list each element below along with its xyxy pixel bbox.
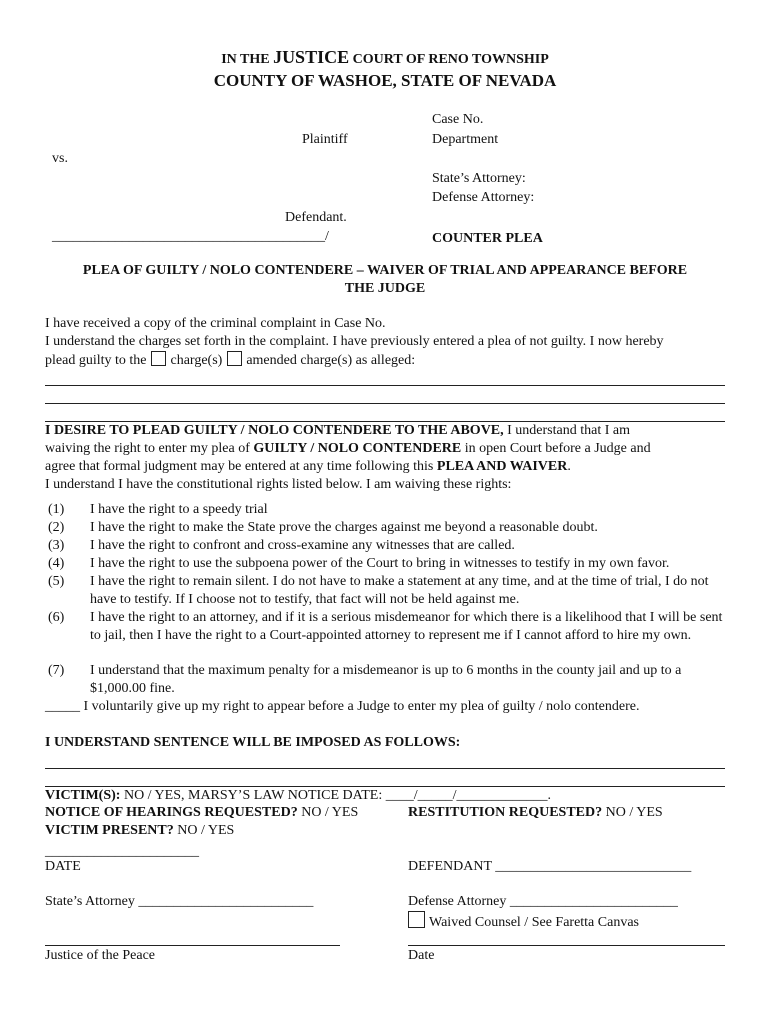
desire-line1 — [45, 422, 630, 440]
date-label: DATE — [45, 859, 81, 874]
vs-label: vs. — [52, 151, 68, 166]
restitution-line — [408, 804, 663, 822]
justice-signature-line[interactable] — [45, 945, 340, 946]
plaintiff-label: Plaintiff — [302, 132, 348, 147]
amended-charges-label: amended charge(s) as alleged: — [246, 353, 416, 368]
hearings-text: NO / YES — [297, 805, 359, 820]
hearings-line — [45, 804, 358, 822]
charges-line-2[interactable] — [45, 403, 725, 404]
charges-checkbox[interactable] — [151, 351, 166, 366]
victim-present-label: VICTIM PRESENT? — [45, 823, 174, 838]
waived-counsel-label: Waived Counsel / See Faretta Canvas — [429, 915, 639, 930]
restitution-label: RESTITUTION REQUESTED? — [408, 805, 603, 820]
intro-line2: I understand the charges set forth in the complaint. I have previously entered a plea of not guilty. I now hereby — [45, 334, 664, 349]
intro-line1: I have received a copy of the criminal complaint in Case No. — [45, 316, 386, 331]
right-1-number: (1) — [48, 502, 65, 517]
right-3-number: (3) — [48, 538, 65, 553]
court-header-line1 — [0, 48, 770, 69]
right-5-number: (5) — [48, 574, 65, 589]
victims-label: VICTIM(S): — [45, 788, 121, 803]
intro-plead-text: plead guilty to the — [45, 353, 147, 368]
header-text-c: COURT OF RENO TOWNSHIP — [349, 52, 549, 67]
defense-attorney-label: Defense Attorney: — [432, 190, 535, 205]
defense-attorney-signature[interactable]: Defense Attorney ________________________ — [408, 894, 678, 909]
date-signature-line[interactable]: ______________________ — [45, 844, 199, 859]
right-7-number: (7) — [48, 663, 65, 678]
desire-line3 — [45, 458, 571, 476]
desire-text-1: I understand that I am — [503, 423, 630, 438]
justice-of-peace-label: Justice of the Peace — [45, 948, 156, 963]
charges-label: charge(s) — [170, 353, 223, 368]
sentence-heading: I UNDERSTAND SENTENCE WILL BE IMPOSED AS FOLLOWS: — [45, 735, 461, 750]
right-4-text: I have the right to use the subpoena power of the Court to bring in witnesses to testify in my own favor. — [90, 556, 670, 571]
department-label: Department — [432, 132, 499, 147]
sentence-line-1[interactable] — [45, 768, 725, 769]
date2-label: Date — [408, 948, 435, 963]
right-4-number: (4) — [48, 556, 65, 571]
desire-text-2a: waiving the right to enter my plea of — [45, 441, 254, 456]
right-5-text: I have the right to remain silent. I do not have to make a statement at any time, and at the time of trial, I do not have to testify. If I choose not to testify, that fact will not be held against me. — [90, 574, 709, 607]
waived-counsel-row — [408, 911, 639, 932]
states-attorney-signature[interactable]: State’s Attorney _________________________ — [45, 894, 314, 909]
desire-text-3a: agree that formal judgment may be entered at any time following this — [45, 459, 437, 474]
victim-present-text: NO / YES — [173, 823, 235, 838]
date2-signature-line[interactable] — [408, 945, 725, 946]
right-1-text: I have the right to a speedy trial — [90, 502, 268, 517]
desire-text-2b: in open Court before a Judge and — [461, 441, 651, 456]
header-text-b: JUSTICE — [273, 47, 350, 67]
amended-charges-checkbox[interactable] — [227, 351, 242, 366]
intro-line3 — [45, 351, 415, 370]
restitution-text: NO / YES — [602, 805, 663, 820]
right-2-number: (2) — [48, 520, 65, 535]
waived-counsel-checkbox[interactable] — [408, 911, 425, 928]
charges-line-1[interactable] — [45, 385, 725, 386]
desire-bold-1: I DESIRE TO PLEAD GUILTY / NOLO CONTENDERE TO THE ABOVE, — [45, 423, 504, 438]
victim-present-line — [45, 822, 234, 840]
states-attorney-label: State’s Attorney: — [432, 171, 526, 186]
desire-text-3b: . — [567, 459, 571, 474]
counter-plea-label: COUNTER PLEA — [432, 231, 543, 246]
right-3-text: I have the right to confront and cross-examine any witnesses that are called. — [90, 538, 515, 553]
desire-bold-2: GUILTY / NOLO CONTENDERE — [253, 441, 462, 456]
form-title-line1: PLEA OF GUILTY / NOLO CONTENDERE – WAIVER OF TRIAL AND APPEARANCE BEFORE — [82, 263, 688, 278]
desire-line4: I understand I have the constitutional rights listed below. I am waiving these rights: — [45, 477, 512, 492]
header-text-a: IN THE — [221, 52, 274, 67]
right-6-number: (6) — [48, 610, 65, 625]
voluntary-waiver-line[interactable]: _____ I voluntarily give up my right to appear before a Judge to enter my plea of guilty / nolo contendere. — [45, 699, 640, 714]
desire-bold-3: PLEA AND WAIVER — [436, 459, 568, 474]
caption-line: _______________________________________/ — [52, 229, 329, 244]
form-title-line2: THE JUDGE — [344, 281, 426, 296]
desire-line2 — [45, 440, 651, 458]
victims-text: NO / YES, MARSY’S LAW NOTICE DATE: ____/_____/_____________. — [120, 788, 552, 803]
defendant-label: Defendant. — [285, 210, 347, 225]
right-2-text: I have the right to make the State prove the charges against me beyond a reasonable doubt. — [90, 520, 598, 535]
right-6-text: I have the right to an attorney, and if it is a serious misdemeanor for which there is a likelihood that I will be sent to jail, then I have the right to a Court-appointed attorney to represent me if I cannot afford to hire my own. — [90, 610, 723, 643]
case-no-label: Case No. — [432, 112, 484, 127]
court-header-line2: COUNTY OF WASHOE, STATE OF NEVADA — [213, 71, 557, 90]
hearings-label: NOTICE OF HEARINGS REQUESTED? — [45, 805, 298, 820]
right-7-text: I understand that the maximum penalty for a misdemeanor is up to 6 months in the county jail and up to a $1,000.00 fine. — [90, 663, 682, 696]
defendant-signature[interactable]: DEFENDANT ____________________________ — [408, 859, 692, 874]
victims-line — [45, 787, 551, 805]
